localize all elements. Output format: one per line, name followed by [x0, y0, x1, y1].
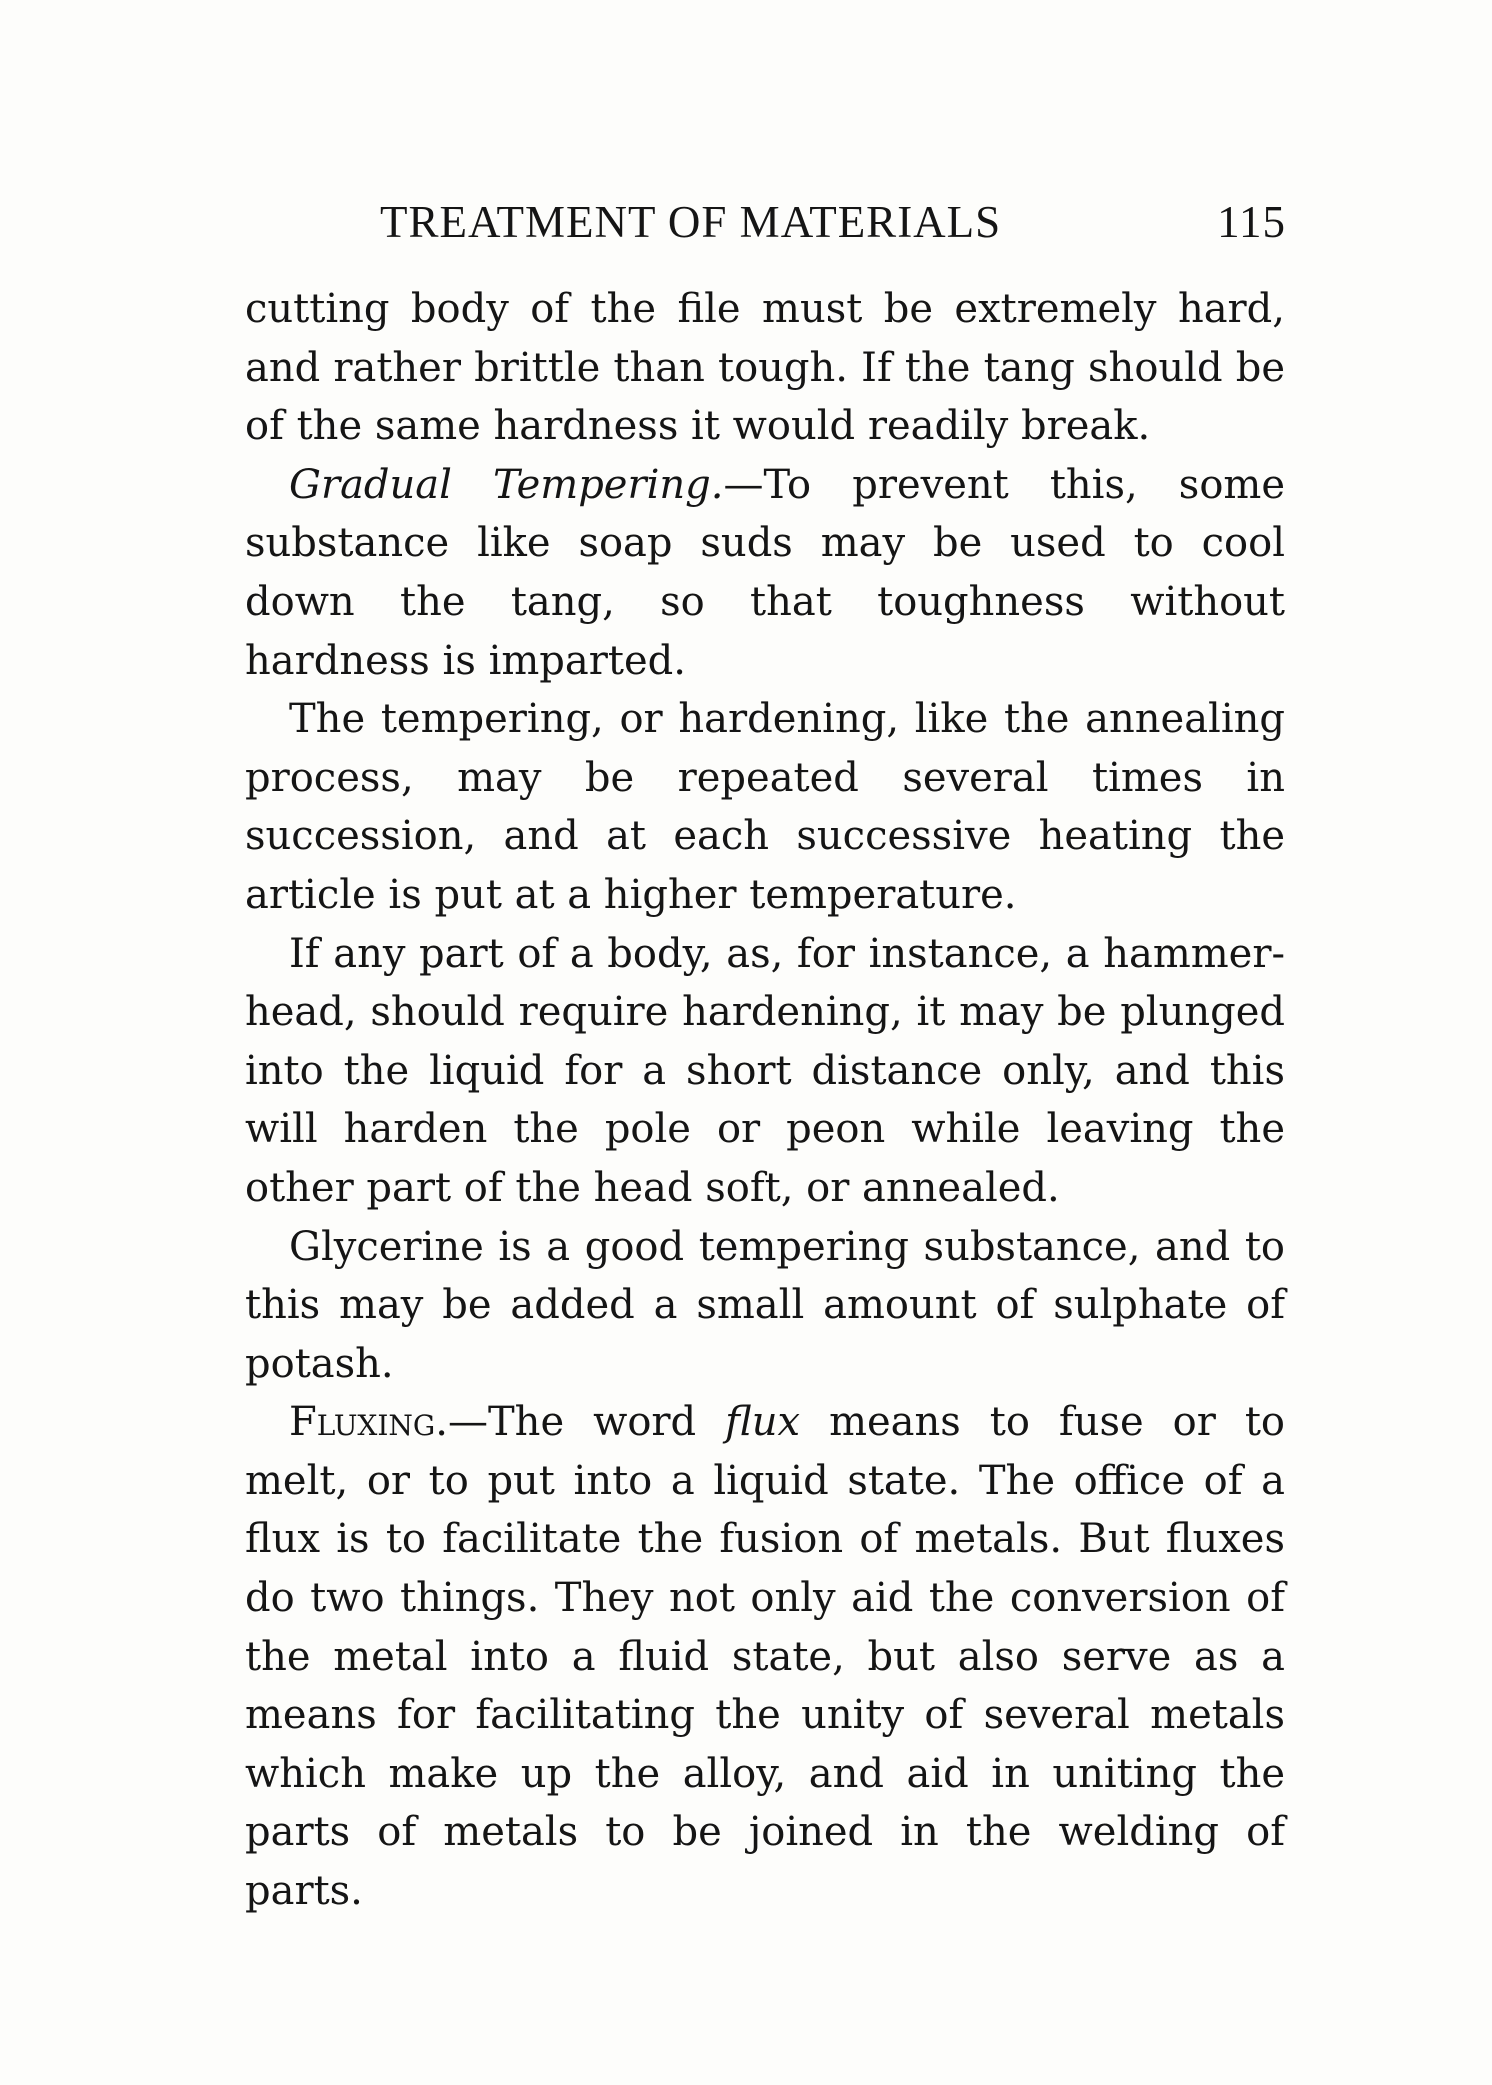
page-number: 115: [1217, 197, 1286, 247]
paragraph-fluxing: [245, 1393, 1285, 1920]
body-text: [245, 280, 1285, 1921]
paragraph-tempering-process: The tempering, or hardening, like the annealing process, may be repeated several times in succession, and at each successive heating the article is put at a higher temperature.: [245, 696, 1285, 918]
paragraph-gradual-tempering: [245, 456, 1285, 690]
paragraph-hammer-head: If any part of a body, as, for instance, a hammer-head, should require hardening, it may be plunged into the liquid for a short distance only, and this will harden the pole or peon while leaving the other part of the head soft, or annealed.: [245, 930, 1285, 1211]
section-heading-gradual-tempering: Gradual Tempering.: [289, 461, 724, 508]
paragraph-text: —To prevent this, some substance like soap suds may be used to cool down the tang, so that toughness without hardness is imparted.: [245, 461, 1286, 684]
paragraph-glycerine: Glycerine is a good tempering substance, and to this may be added a small amount of sulphate of potash.: [245, 1223, 1285, 1387]
running-title: TREATMENT OF MATERIALS: [380, 197, 1002, 247]
paragraph-text: —The word: [448, 1399, 726, 1446]
paragraph-continuation: cutting body of the file must be extremely hard, and rather brittle than tough. If the tang should be of the same hardness it would readily break.: [245, 286, 1285, 450]
section-heading-fluxing: Fluxing.: [289, 1399, 448, 1446]
running-head: [380, 196, 1286, 260]
paragraph-text: means to fuse or to melt, or to put into a liquid state. The office of a flux is to facilitate the fusion of metals. But fluxes do two things. They not only aid the conversion of the metal into a fluid state, but also serve as a means for facilitating the unity of several metals which make up the alloy, and aid in uniting the parts of metals to be joined in the welding of parts.: [245, 1399, 1285, 1915]
emphasis-flux: flux: [725, 1399, 801, 1446]
